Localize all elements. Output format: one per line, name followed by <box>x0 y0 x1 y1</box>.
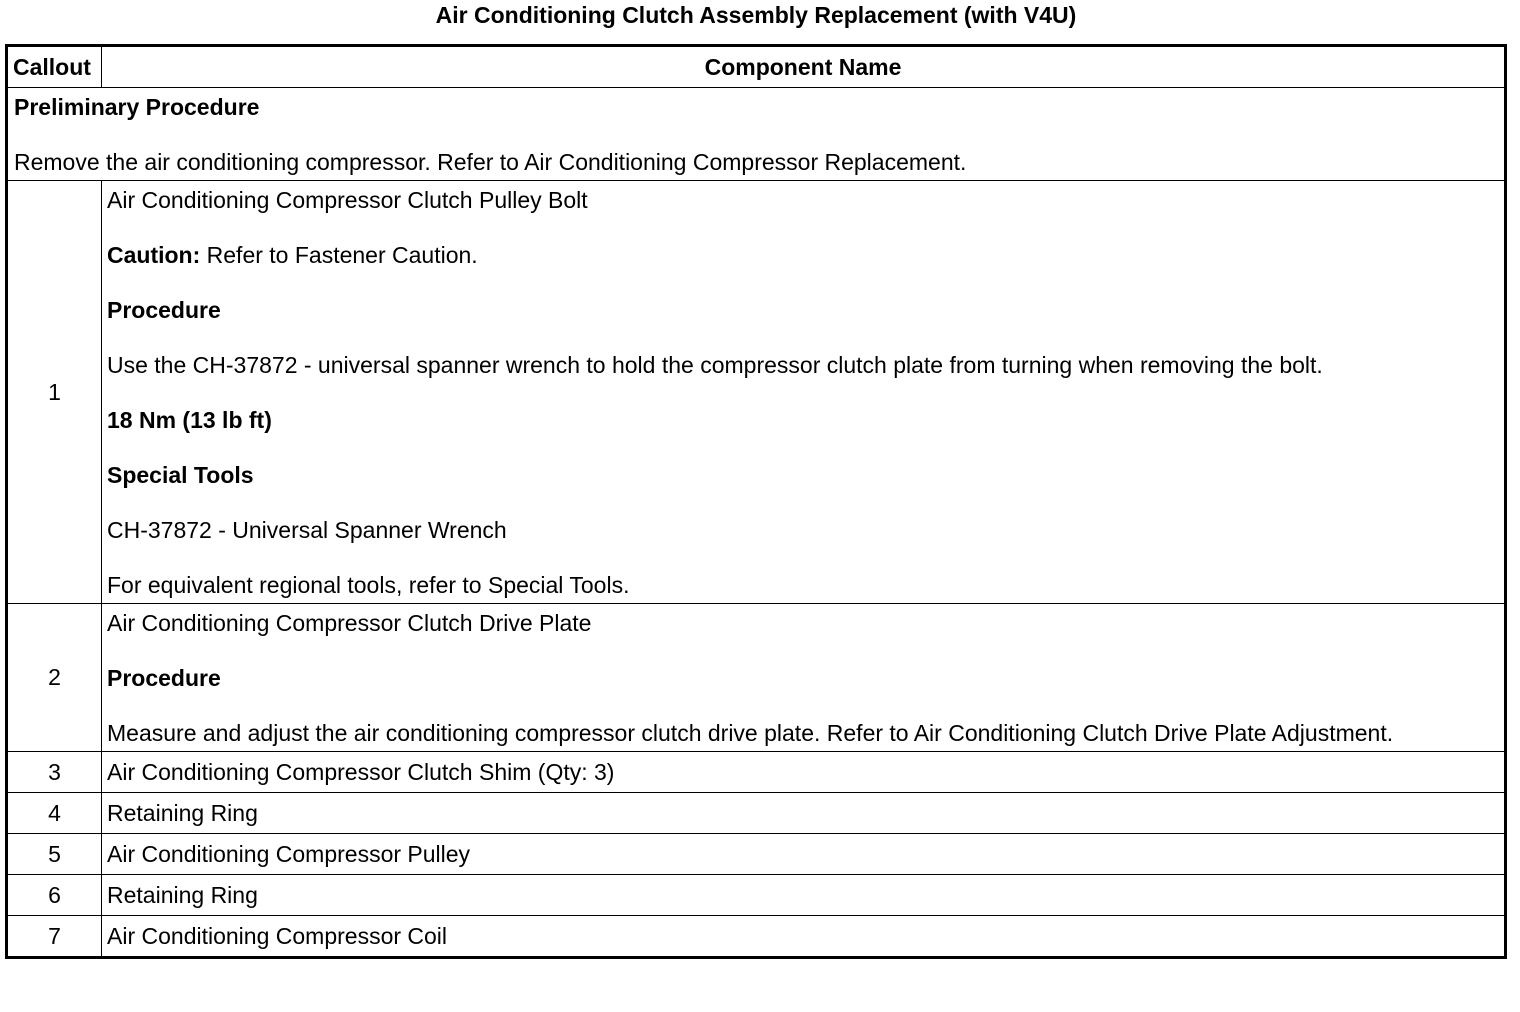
callout-number: 1 <box>7 181 102 604</box>
callout-number: 5 <box>7 834 102 875</box>
table-row <box>7 752 1506 793</box>
preliminary-heading: Preliminary Procedure <box>14 94 260 120</box>
special-tools-label: Special Tools <box>107 462 254 488</box>
callout-number: 2 <box>7 604 102 752</box>
component-name: Air Conditioning Compressor Pulley <box>102 834 1506 875</box>
callout-number: 7 <box>7 916 102 958</box>
component-name: Retaining Ring <box>102 793 1506 834</box>
column-header-callout: Callout <box>7 46 102 88</box>
procedure-text: Measure and adjust the air conditioning compressor clutch drive plate. Refer to Air Conditioning Clutch Drive Plate Adjustment. <box>107 720 1394 746</box>
caution-text: Refer to Fastener Caution. <box>200 242 478 268</box>
column-header-component-name: Component Name <box>102 46 1506 88</box>
component-cell <box>102 604 1506 752</box>
preliminary-row <box>7 88 1506 181</box>
table-row <box>7 793 1506 834</box>
procedure-table <box>5 44 1507 959</box>
document-title: Air Conditioning Clutch Assembly Replacement (with V4U) <box>435 2 1077 28</box>
caution-line <box>107 242 1498 269</box>
callout-number: 6 <box>7 875 102 916</box>
table-row <box>7 916 1506 958</box>
table-row <box>7 604 1506 752</box>
table-row <box>7 181 1506 604</box>
component-name: Air Conditioning Compressor Clutch Drive Plate <box>107 610 592 636</box>
special-tool: CH-37872 - Universal Spanner Wrench <box>107 517 507 543</box>
component-name: Air Conditioning Compressor Clutch Shim (Qty: 3) <box>102 752 1506 793</box>
preliminary-text: Remove the air conditioning compressor. Refer to Air Conditioning Compressor Replacement. <box>14 149 967 175</box>
table-row <box>7 875 1506 916</box>
torque-spec: 18 Nm (13 lb ft) <box>107 407 272 433</box>
caution-label: Caution: <box>107 242 201 268</box>
component-cell <box>102 181 1506 604</box>
table-header-row <box>7 46 1506 88</box>
procedure-label: Procedure <box>107 297 221 323</box>
callout-number: 4 <box>7 793 102 834</box>
procedure-label: Procedure <box>107 665 221 691</box>
procedure-text: Use the CH-37872 - universal spanner wrench to hold the compressor clutch plate from turning when removing the bolt. <box>107 352 1323 378</box>
special-tools-note: For equivalent regional tools, refer to Special Tools. <box>107 572 630 598</box>
component-name: Retaining Ring <box>102 875 1506 916</box>
preliminary-cell <box>7 88 1506 181</box>
component-name: Air Conditioning Compressor Clutch Pulley Bolt <box>107 187 588 213</box>
table-row <box>7 834 1506 875</box>
callout-number: 3 <box>7 752 102 793</box>
component-name: Air Conditioning Compressor Coil <box>102 916 1506 958</box>
